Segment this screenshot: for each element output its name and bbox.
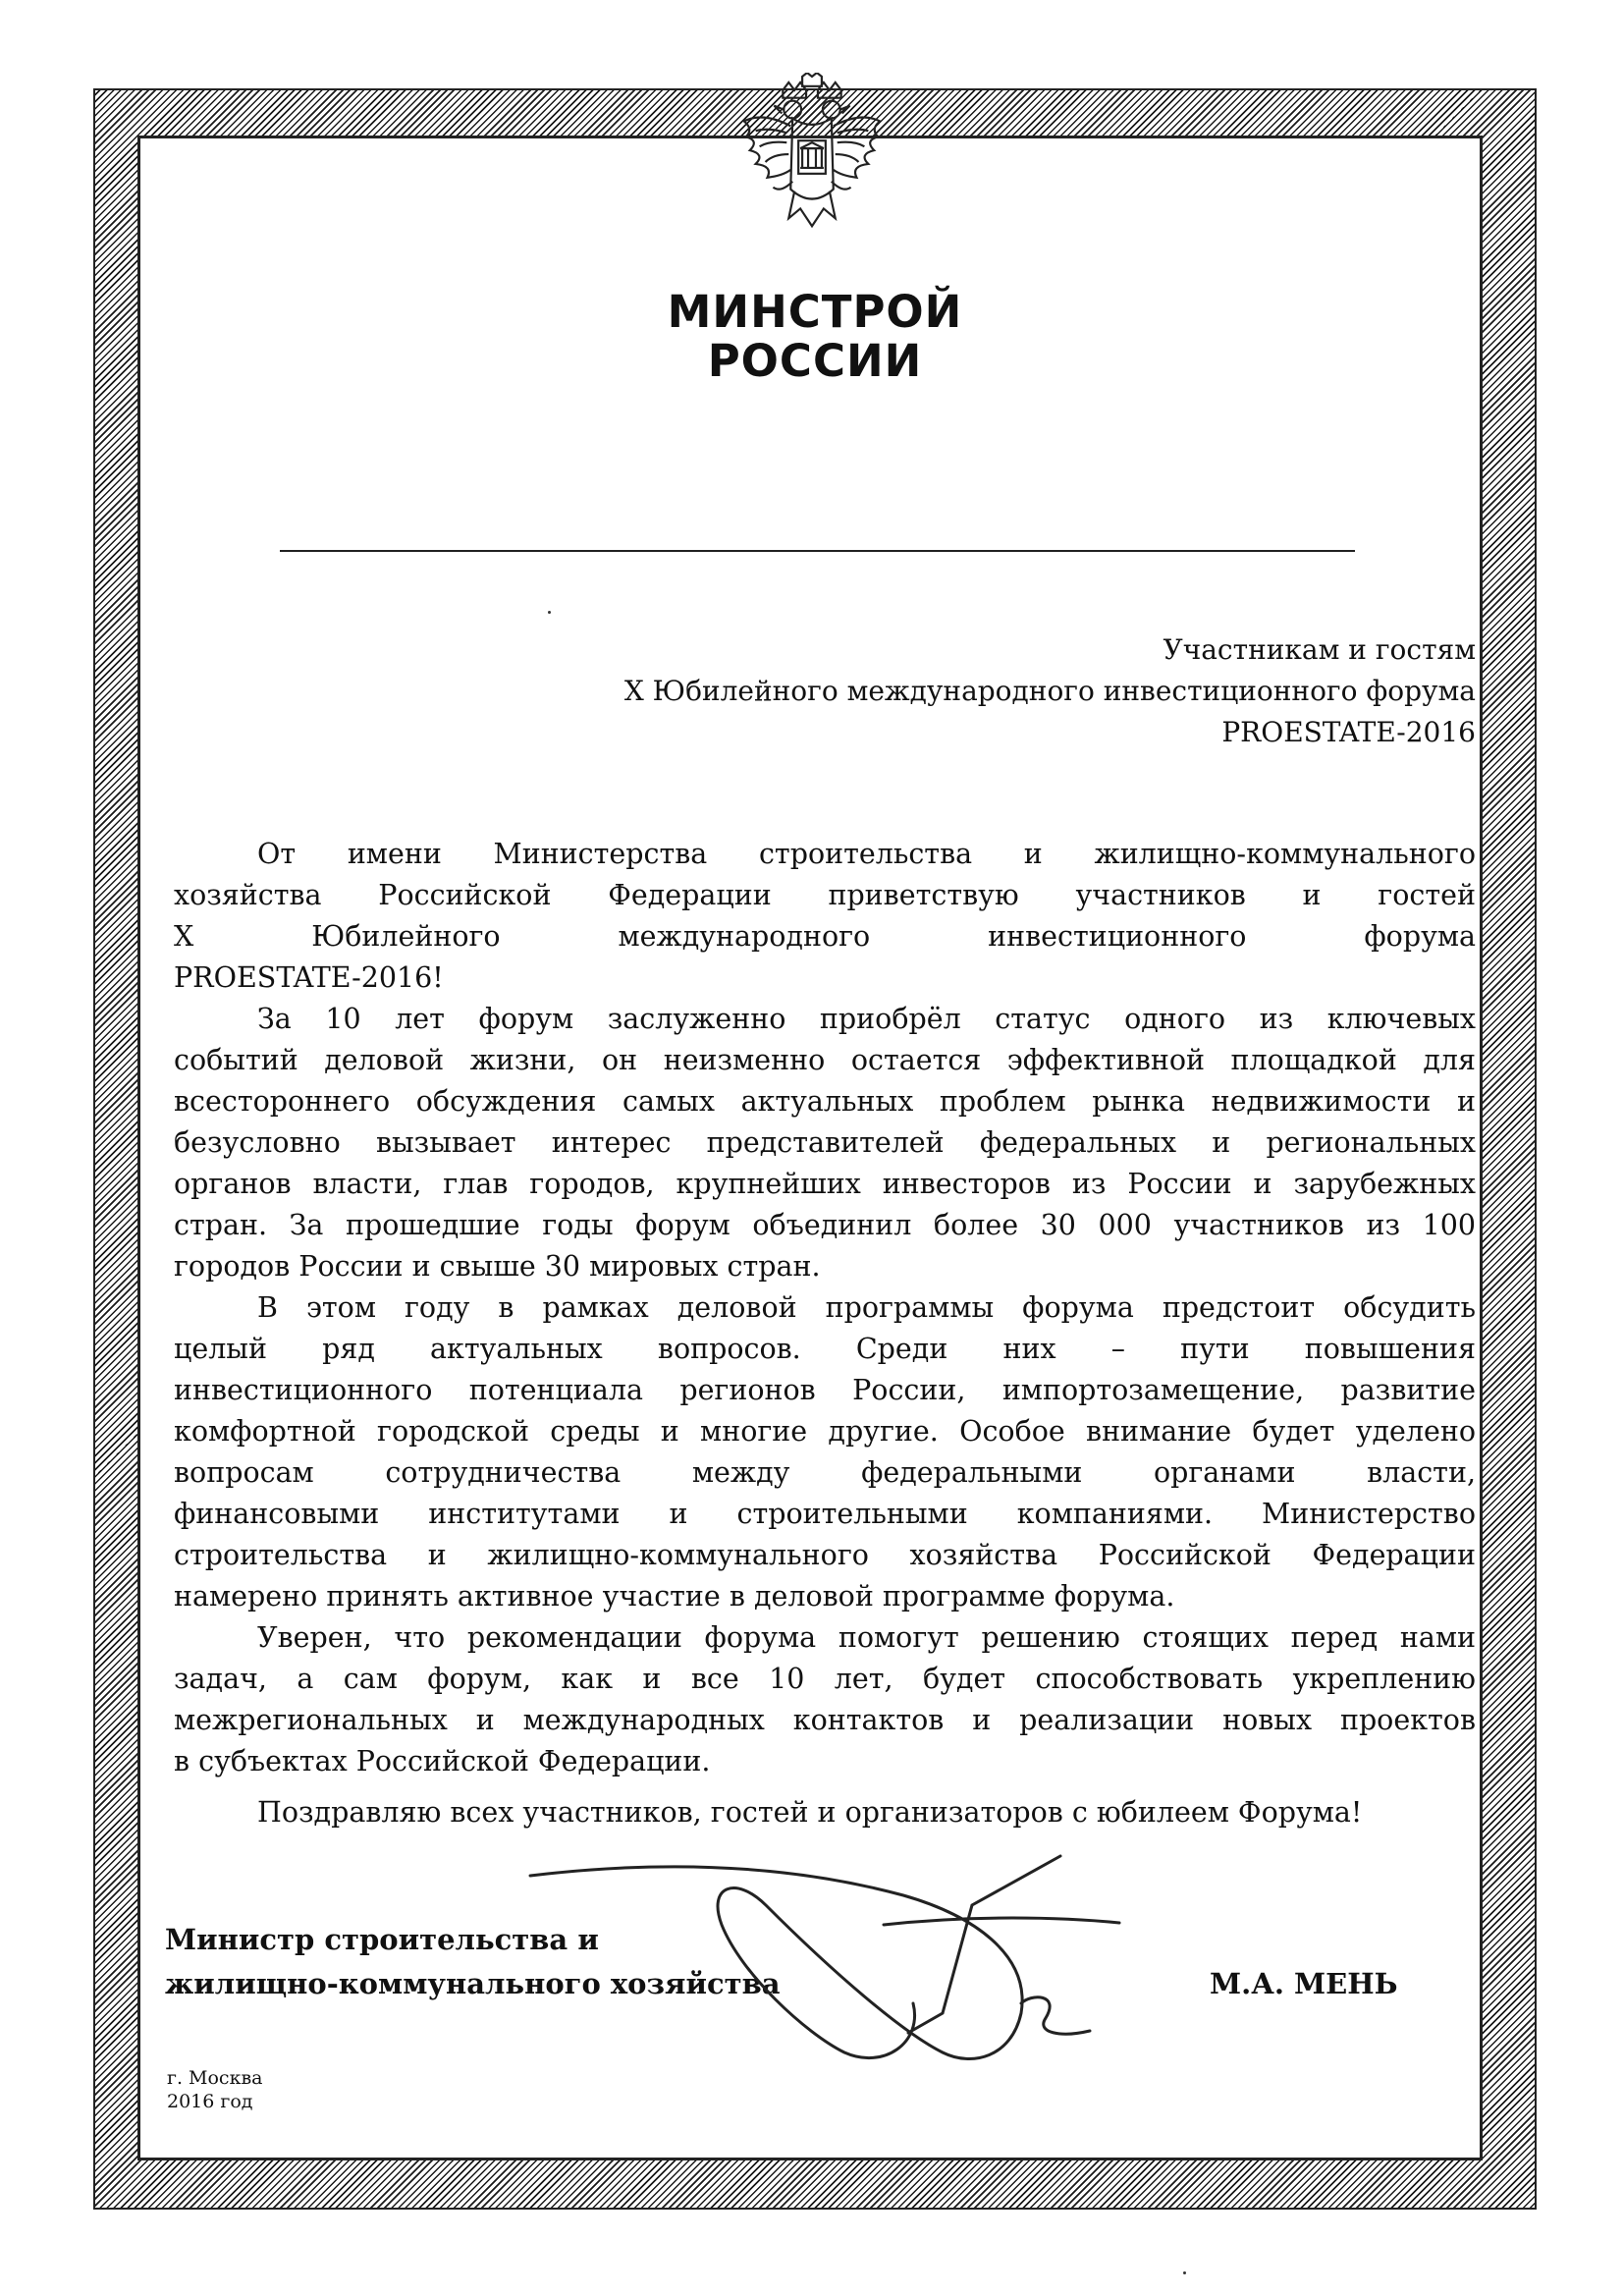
addressee-line: Участникам и гостям bbox=[1163, 633, 1476, 666]
addressee-line: PROESTATE-2016 bbox=[1221, 716, 1476, 748]
body-line: комфортной городской среды и многие другие. Особое внимание будет уделено bbox=[174, 1415, 1476, 1448]
body-line: стран. За прошедшие годы форум объединил более 30 000 участников из 100 bbox=[174, 1209, 1476, 1241]
body-line: инвестиционного потенциала регионов России, импортозамещение, развитие bbox=[174, 1374, 1476, 1406]
handwritten-signature-icon bbox=[511, 1846, 1139, 2082]
body-line: межрегиональных и международных контактов и реализации новых проектов bbox=[174, 1704, 1476, 1736]
body-line: вопросам сотрудничества между федеральными органами власти, bbox=[174, 1456, 1476, 1489]
body-line: хозяйства Российской Федерации приветствую участников и гостей bbox=[174, 879, 1476, 911]
scan-speck bbox=[1183, 2271, 1186, 2274]
body-line: намерено принять активное участие в деловой программе форума. bbox=[174, 1580, 1175, 1613]
signatory-title-line2: жилищно-коммунального хозяйства bbox=[165, 1967, 781, 2000]
ministry-name-line1: МИНСТРОЙ bbox=[667, 286, 963, 338]
body-line: событий деловой жизни, он неизменно остается эффективной площадкой для bbox=[174, 1044, 1476, 1076]
body-line: безусловно вызывает интерес представителей федеральных и региональных bbox=[174, 1126, 1476, 1159]
body-line: PROESTATE-2016! bbox=[174, 961, 444, 994]
addressee-line: X Юбилейного международного инвестиционного форума bbox=[623, 675, 1476, 707]
body-line: Уверен, что рекомендации форума помогут решению стоящих перед нами bbox=[257, 1621, 1476, 1654]
double-headed-eagle-emblem-icon bbox=[725, 73, 899, 247]
body-line: всестороннего обсуждения самых актуальных проблем рынка недвижимости и bbox=[174, 1085, 1476, 1118]
body-line: городов России и свыше 30 мировых стран. bbox=[174, 1250, 821, 1283]
signatory-title-line1: Министр строительства и bbox=[165, 1923, 599, 1956]
body-line: целый ряд актуальных вопросов. Среди них – пути повышения bbox=[174, 1333, 1476, 1365]
body-line: В этом году в рамках деловой программы форума предстоит обсудить bbox=[257, 1291, 1476, 1324]
body-line: органов власти, глав городов, крупнейших инвесторов из России и зарубежных bbox=[174, 1168, 1476, 1200]
scan-speck bbox=[548, 611, 551, 614]
place-year: 2016 год bbox=[167, 2091, 253, 2112]
ministry-name-line2: РОССИИ bbox=[707, 335, 923, 387]
body-line: в субъектах Российской Федерации. bbox=[174, 1745, 711, 1777]
signatory-name: М.А. МЕНЬ bbox=[1210, 1967, 1398, 2000]
body-line: задач, а сам форум, как и все 10 лет, будет способствовать укреплению bbox=[174, 1663, 1476, 1695]
body-line: Поздравляю всех участников, гостей и организаторов с юбилеем Форума! bbox=[257, 1796, 1363, 1829]
body-line: От имени Министерства строительства и жилищно-коммунального bbox=[257, 838, 1476, 870]
body-line: X Юбилейного международного инвестиционного форума bbox=[174, 920, 1476, 953]
header-divider bbox=[280, 550, 1355, 552]
body-line: За 10 лет форум заслуженно приобрёл статус одного из ключевых bbox=[257, 1003, 1476, 1035]
body-line: строительства и жилищно-коммунального хозяйства Российской Федерации bbox=[174, 1539, 1476, 1571]
body-line: финансовыми институтами и строительными компаниями. Министерство bbox=[174, 1498, 1476, 1530]
place-city: г. Москва bbox=[167, 2067, 263, 2089]
